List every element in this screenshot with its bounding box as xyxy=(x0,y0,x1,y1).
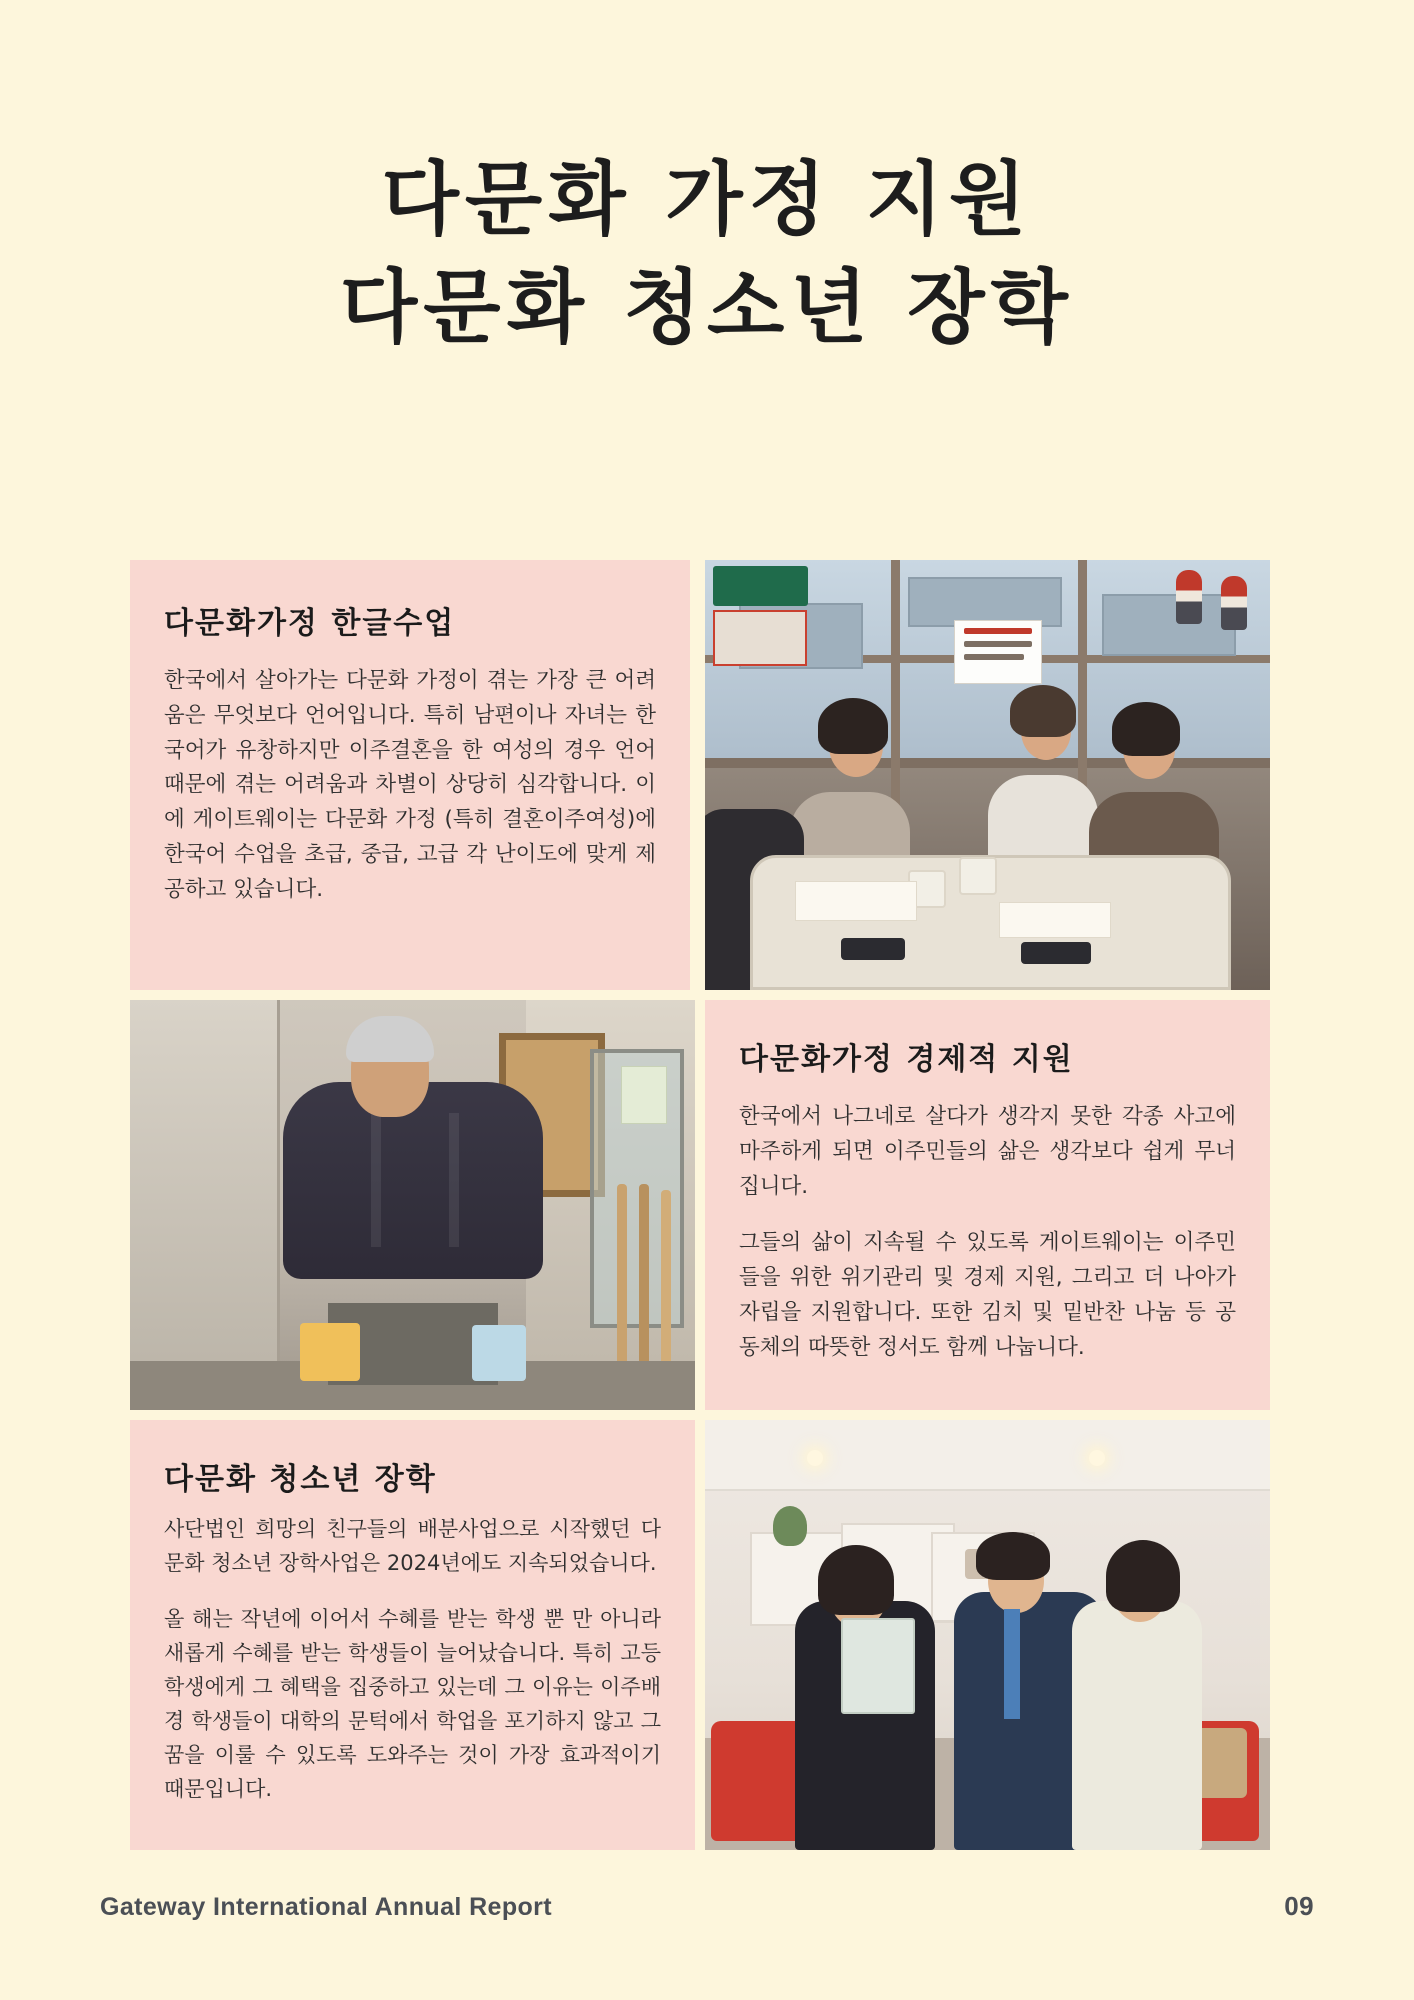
section-hangul-class-paragraph-1: 한국에서 살아가는 다문화 가정이 겪는 가장 큰 어려움은 무엇보다 언어입니다. 특히 남편이나 자녀는 한국어가 유창하지만 이주결혼을 한 여성의 경우 언어때문에 겪는 어려움과 차별이 상당히 심각합니다. 이에 게이트웨이는 다문화 가정 (특히 결혼이주여성)에 한국어 수업을 초급, 중급, 고급 각 난이도에 맞게 제공하고 있습니다. xyxy=(164,668,656,902)
economic-support-photo xyxy=(130,1000,695,1410)
footer-report-name: Gateway International Annual Report xyxy=(100,1893,553,1921)
section-economic-support xyxy=(705,1000,1270,1410)
table-notice-sign xyxy=(954,620,1042,684)
section-economic-support-paragraph-2: 그들의 삶이 지속될 수 있도록 게이트웨이는 이주민들을 위한 위기관리 및 경제 지원, 그리고 더 나아가 자립을 지원합니다. 또한 김치 및 밑반찬 나눔 등 공동체의 따뜻한 정서도 함께 나눕니다. xyxy=(739,1230,1236,1360)
section-youth-scholarship-paragraph-2: 올 해는 작년에 이어서 수혜를 받는 학생 뿐 만 아니라 새롭게 수혜를 받는 학생들이 늘어났습니다. 특히 고등학생에게 그 혜택을 집중하고 있는데 그 이유는 이주배경 학생들이 대학의 문턱에서 학업을 포기하지 않고 그 꿈을 이룰 수 있도록 도와주는 것이 가장 효과적이기 때문입니다. xyxy=(164,1607,661,1802)
footer-page-number: 09 xyxy=(1284,1891,1314,1921)
carry-bag-right xyxy=(472,1325,526,1381)
section-youth-scholarship-paragraph-1: 사단법인 희망의 친구들의 배분사업으로 시작했던 다문화 청소년 장학사업은 2024년에도 지속되었습니다. xyxy=(164,1517,661,1576)
section-youth-scholarship-heading: 다문화 청소년 장학 xyxy=(164,1462,437,1497)
carry-bag-left xyxy=(300,1323,360,1381)
page-title-line-2: 다문화 청소년 장학 xyxy=(340,261,1074,354)
section-youth-scholarship xyxy=(130,1420,695,1850)
page-title-line-1: 다문화 가정 지원 xyxy=(381,153,1033,246)
store-sign-secondary xyxy=(713,610,807,666)
page-footer xyxy=(100,1891,1314,1922)
section-hangul-class-heading: 다문화가정 한글수업 xyxy=(164,606,456,641)
korean-class-photo xyxy=(705,560,1270,990)
section-economic-support-heading: 다문화가정 경제적 지원 xyxy=(739,1042,1074,1077)
page-title xyxy=(0,150,1414,358)
scholarship-photo xyxy=(705,1420,1270,1850)
section-hangul-class xyxy=(130,560,690,990)
store-sign xyxy=(713,566,808,606)
section-economic-support-paragraph-1: 한국에서 나그네로 살다가 생각지 못한 각종 사고에 마주하게 되면 이주민들의 삶은 생각보다 쉽게 무너집니다. xyxy=(739,1104,1236,1199)
door-notice xyxy=(621,1066,667,1124)
certificate xyxy=(841,1618,915,1714)
